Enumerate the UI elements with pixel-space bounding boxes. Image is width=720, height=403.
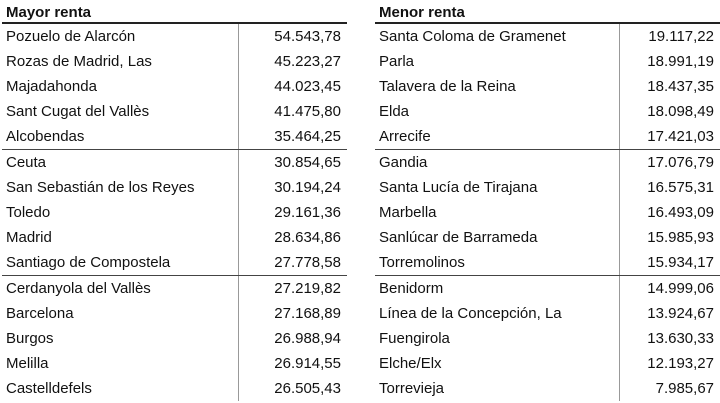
- table-row: [375, 225, 720, 250]
- income-value: 45.223,27: [238, 49, 347, 74]
- income-value: 12.193,27: [619, 351, 720, 376]
- municipality-name: Majadahonda: [6, 78, 97, 95]
- municipality-name: Madrid: [6, 229, 52, 246]
- table-row: [375, 24, 720, 49]
- highest-income-column: [2, 0, 347, 403]
- municipality-name: Rozas de Madrid, Las: [6, 53, 152, 70]
- municipality-name: Elda: [379, 103, 410, 120]
- income-value: 17.421,03: [619, 124, 720, 149]
- municipality-name: Barcelona: [6, 305, 74, 322]
- income-value: 17.076,79: [619, 150, 720, 175]
- table-row: [2, 24, 347, 49]
- table-row: [2, 175, 347, 200]
- table-row: [2, 351, 347, 376]
- table-row: [2, 99, 347, 124]
- income-value: 27.168,89: [238, 301, 347, 326]
- income-value: 27.219,82: [238, 276, 347, 301]
- table-row: [2, 326, 347, 351]
- income-value: 54.543,78: [238, 24, 347, 49]
- table-group: [2, 150, 347, 276]
- income-value: 35.464,25: [238, 124, 347, 149]
- table-row: [375, 49, 720, 74]
- municipality-name: Melilla: [6, 355, 49, 372]
- income-value: 26.505,43: [238, 376, 347, 401]
- income-value: 44.023,45: [238, 74, 347, 99]
- income-value: 15.985,93: [619, 225, 720, 250]
- table-row: [375, 150, 720, 175]
- table-row: [2, 250, 347, 275]
- income-value: 16.493,09: [619, 200, 720, 225]
- municipality-name: Toledo: [6, 204, 51, 221]
- municipality-name: Pozuelo de Alarcón: [6, 28, 136, 45]
- municipality-name: Torrevieja: [379, 380, 445, 397]
- municipality-name: Santiago de Compostela: [6, 254, 171, 271]
- municipality-name: Cerdanyola del Vallès: [6, 280, 151, 297]
- income-value: 16.575,31: [619, 175, 720, 200]
- income-value: 18.437,35: [619, 74, 720, 99]
- municipality-name: San Sebastián de los Reyes: [6, 179, 195, 196]
- income-value: 18.098,49: [619, 99, 720, 124]
- income-value: 41.475,80: [238, 99, 347, 124]
- municipality-name: Línea de la Concepción, La: [379, 305, 562, 322]
- table-group: [2, 24, 347, 150]
- table-group: [375, 24, 720, 150]
- income-value: 28.634,86: [238, 225, 347, 250]
- income-value: 30.854,65: [238, 150, 347, 175]
- table-group: [375, 150, 720, 276]
- municipality-name: Parla: [379, 53, 415, 70]
- income-value: 13.924,67: [619, 301, 720, 326]
- municipality-name: Elche/Elx: [379, 355, 442, 372]
- lowest-income-body: [375, 24, 720, 401]
- municipality-name: Fuengirola: [379, 330, 450, 347]
- table-row: [375, 99, 720, 124]
- lowest-income-header: Menor renta: [375, 0, 720, 24]
- table-row: [2, 74, 347, 99]
- municipality-name: Alcobendas: [6, 128, 85, 145]
- municipality-name: Gandia: [379, 154, 428, 171]
- table-group: [2, 276, 347, 401]
- table-row: [2, 49, 347, 74]
- municipality-name: Talavera de la Reina: [379, 78, 516, 95]
- table-row: [2, 276, 347, 301]
- table-row: [375, 351, 720, 376]
- municipality-name: Sant Cugat del Vallès: [6, 103, 150, 120]
- highest-income-header: Mayor renta: [2, 0, 347, 24]
- municipality-name: Castelldefels: [6, 380, 92, 397]
- municipality-name: Santa Coloma de Gramenet: [379, 28, 566, 45]
- municipality-name: Benidorm: [379, 280, 444, 297]
- table-row: [375, 200, 720, 225]
- income-value: 26.988,94: [238, 326, 347, 351]
- table-row: [2, 225, 347, 250]
- municipality-name: Ceuta: [6, 154, 47, 171]
- municipality-name: Arrecife: [379, 128, 431, 145]
- income-value: 19.117,22: [619, 24, 720, 49]
- table-row: [2, 376, 347, 401]
- table-row: [2, 150, 347, 175]
- income-value: 30.194,24: [238, 175, 347, 200]
- municipality-name: Santa Lucía de Tirajana: [379, 179, 538, 196]
- table-group: [375, 276, 720, 401]
- highest-income-body: [2, 24, 347, 401]
- table-row: [375, 376, 720, 401]
- income-value: 15.934,17: [619, 250, 720, 275]
- municipality-name: Torremolinos: [379, 254, 465, 271]
- income-value: 13.630,33: [619, 326, 720, 351]
- table-row: [2, 301, 347, 326]
- table-row: [375, 276, 720, 301]
- income-value: 7.985,67: [619, 376, 720, 401]
- income-value: 26.914,55: [238, 351, 347, 376]
- income-value: 29.161,36: [238, 200, 347, 225]
- table-row: [2, 124, 347, 149]
- table-row: [375, 250, 720, 275]
- municipality-name: Burgos: [6, 330, 54, 347]
- table-row: [375, 301, 720, 326]
- table-row: [375, 326, 720, 351]
- municipality-name: Marbella: [379, 204, 437, 221]
- income-value: 18.991,19: [619, 49, 720, 74]
- table-row: [375, 74, 720, 99]
- table-row: [2, 200, 347, 225]
- income-value: 14.999,06: [619, 276, 720, 301]
- municipality-name: Sanlúcar de Barrameda: [379, 229, 538, 246]
- table-row: [375, 124, 720, 149]
- lowest-income-column: [375, 0, 720, 403]
- table-row: [375, 175, 720, 200]
- income-value: 27.778,58: [238, 250, 347, 275]
